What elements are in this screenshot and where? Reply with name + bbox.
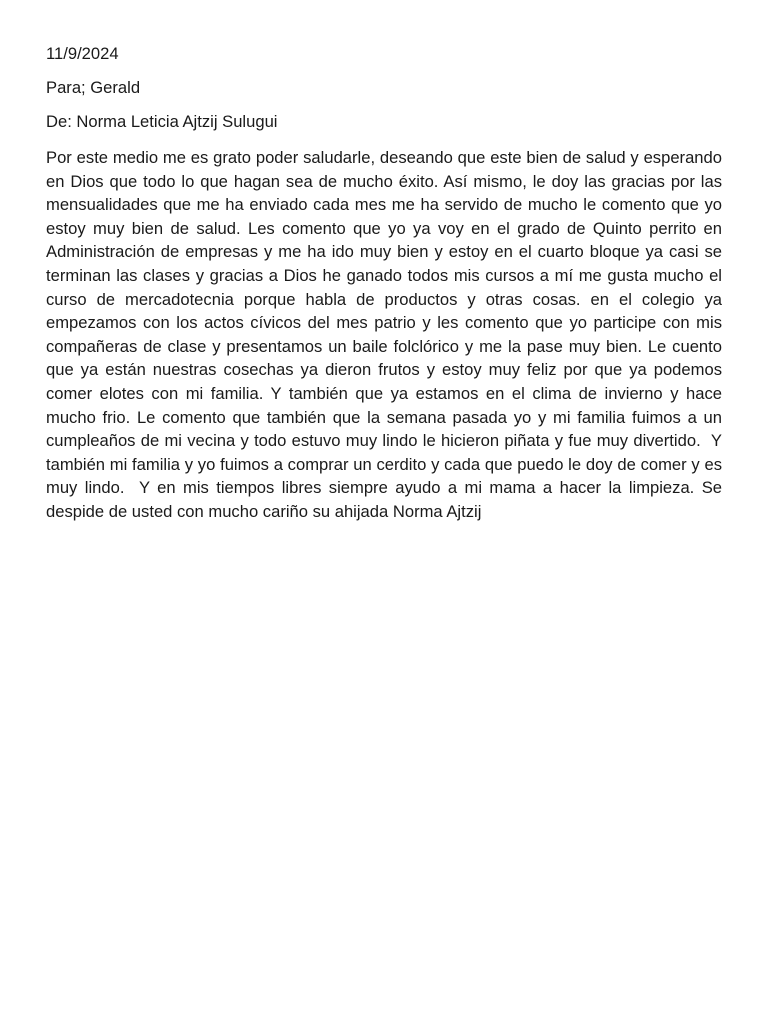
letter-recipient: Para; Gerald [46,78,141,97]
letter-date: 11/9/2024 [46,44,119,63]
letter-sender: De: Norma Leticia Ajtzij Sulugui [46,112,278,131]
letter-body: Por este medio me es grato poder saludarle, deseando que este bien de salud y esperando en Dios que todo lo que hagan sea de mucho éxito. Así mismo, le doy las gracias por las mensualidades que me ha enviado cada mes me ha servido de mucho le comento que yo estoy muy bien de salud. Les comento que yo ya voy en el grado de Quinto perrito en Administración de empresas y me ha ido muy bien y estoy en el cuarto bloque ya casi se terminan las clases y gracias a Dios he ganado todos mis cursos a mí me gusta mucho el curso de mercadotecnia porque habla de productos y otras cosas. en el colegio ya empezamos con los actos cívicos del mes patrio y les comento que yo participe con mis compañeras de clase y presentamos un baile folclórico y me la pase muy bien. Le cuento que ya están nuestras cosechas ya dieron frutos y estoy muy feliz por que ya podemos comer elotes con mi familia. Y también que ya estamos en el clima de invierno y hace mucho frio. Le comento que también que la semana pasada yo y mi familia fuimos a un cumpleaños de mi vecina y todo estuvo muy lindo le hicieron piñata y fue muy divertido. Y también mi familia y yo fuimos a comprar un cerdito y cada que puedo le doy de comer y es muy lindo. Y en mis tiempos libres siempre ayudo a mi mama a hacer la limpieza. Se despide de usted con mucho cariño su ahijada Norma Ajtzij [46,148,727,521]
